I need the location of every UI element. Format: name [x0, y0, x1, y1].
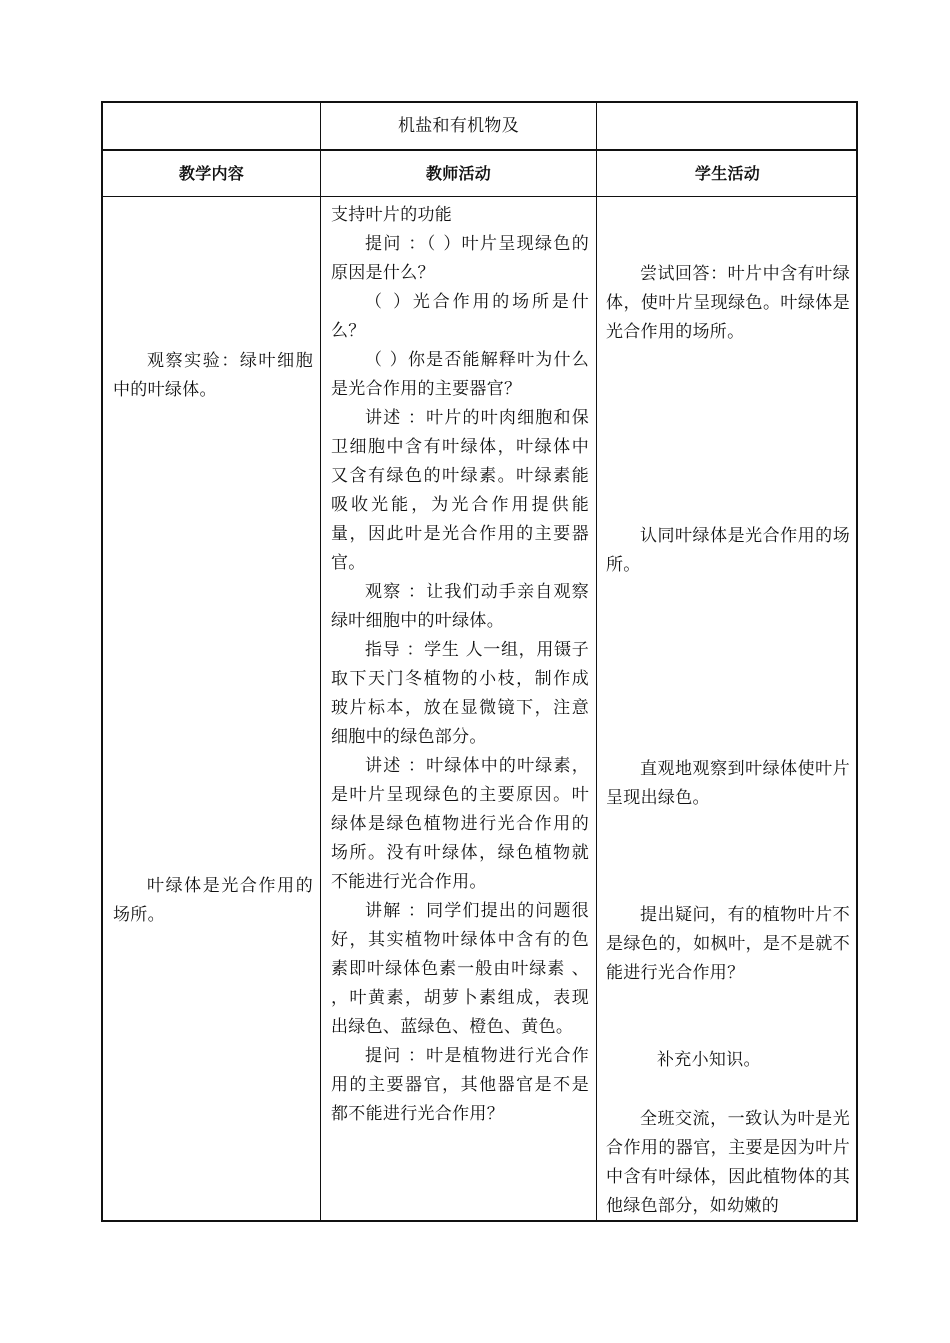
header-teacher-activity: 教师活动	[425, 164, 492, 183]
student-item: 尝试回答：叶片中含有叶绿体，使叶片呈现绿色。叶绿体是光合作用的场所。	[606, 264, 850, 342]
content-column	[113, 347, 313, 405]
teacher-item: 提问 ：（ ）叶片呈现绿色的原因是什么？	[331, 234, 589, 283]
student-item: 补充小知识。	[657, 1050, 761, 1070]
content-item-chloroplast: 叶绿体是光合作用的场所。	[113, 876, 313, 925]
teacher-item: 讲述 ：叶片的叶肉细胞和保卫细胞中含有叶绿体，叶绿体中又含有绿色的叶绿素。叶绿素能吸收光能，为光合作用提供能量，因此叶是光合作用的主要器官。	[331, 408, 589, 573]
content-column-2	[113, 872, 313, 930]
teacher-item: 指导 ：学生 人一组，用镊子取下天门冬植物的小枝，制作成玻片标本，放在显微镜下，注意细胞中的绿色部分。	[331, 640, 589, 747]
student-item-agree-block	[606, 522, 850, 580]
teacher-item: 讲述 ：叶绿体中的叶绿素，是叶片呈现绿色的主要原因。叶绿体是绿色植物进行光合作用的场所。没有叶绿体，绿色植物就不能进行光合作用。	[331, 756, 589, 892]
student-item: 认同叶绿体是光合作用的场所。	[606, 526, 850, 575]
row-divider-top	[103, 149, 856, 151]
teacher-item: （ ）光合作用的场所是什么？	[331, 292, 589, 341]
column-divider-1	[320, 103, 321, 1220]
student-item-knowledge-block	[606, 1046, 850, 1075]
row-divider-header	[103, 196, 856, 197]
student-item-observe-block	[606, 755, 850, 813]
student-item: 全班交流，一致认为叶是光合作用的器官，主要是因为叶片中含有叶绿体，因此植物体的其他绿色部分，如幼嫩的	[606, 1109, 850, 1216]
teacher-item: 观察 ：让我们动手亲自观察绿叶细胞中的叶绿体。	[331, 582, 589, 631]
content-item-observation: 观察实验：绿叶细胞中的叶绿体。	[113, 351, 313, 400]
teacher-item: 支持叶片的功能	[331, 205, 453, 225]
header-teaching-content: 教学内容	[178, 164, 245, 183]
teacher-item: （ ）你是否能解释叶为什么是光合作用的主要器官？	[331, 350, 589, 399]
student-item-question-block	[606, 901, 850, 988]
lesson-table	[101, 101, 858, 1222]
teacher-item: 讲解 ：同学们提出的问题很好，其实植物叶绿体中含有的色素即叶绿体色素一般由叶绿素 、 ，叶黄素，胡萝卜素组成，表现出绿色、蓝绿色、橙色、黄色。	[331, 901, 589, 1037]
teacher-item: 提问 ：叶是植物进行光合作用的主要器官，其他器官是不是都不能进行光合作用？	[331, 1046, 589, 1124]
teacher-column	[331, 201, 589, 1129]
student-item: 直观地观察到叶绿体使叶片呈现出绿色。	[606, 759, 850, 808]
student-item: 提出疑问，有的植物叶片不是绿色的，如枫叶，是不是就不能进行光合作用？	[606, 905, 850, 983]
top-row-middle-cell	[321, 112, 596, 141]
header-student-activity: 学生活动	[694, 164, 761, 183]
top-row-middle-text: 机盐和有机物及	[397, 116, 520, 136]
column-divider-2	[596, 103, 597, 1220]
student-item-discussion-block	[606, 1105, 850, 1221]
student-item-answer-block	[606, 260, 850, 347]
